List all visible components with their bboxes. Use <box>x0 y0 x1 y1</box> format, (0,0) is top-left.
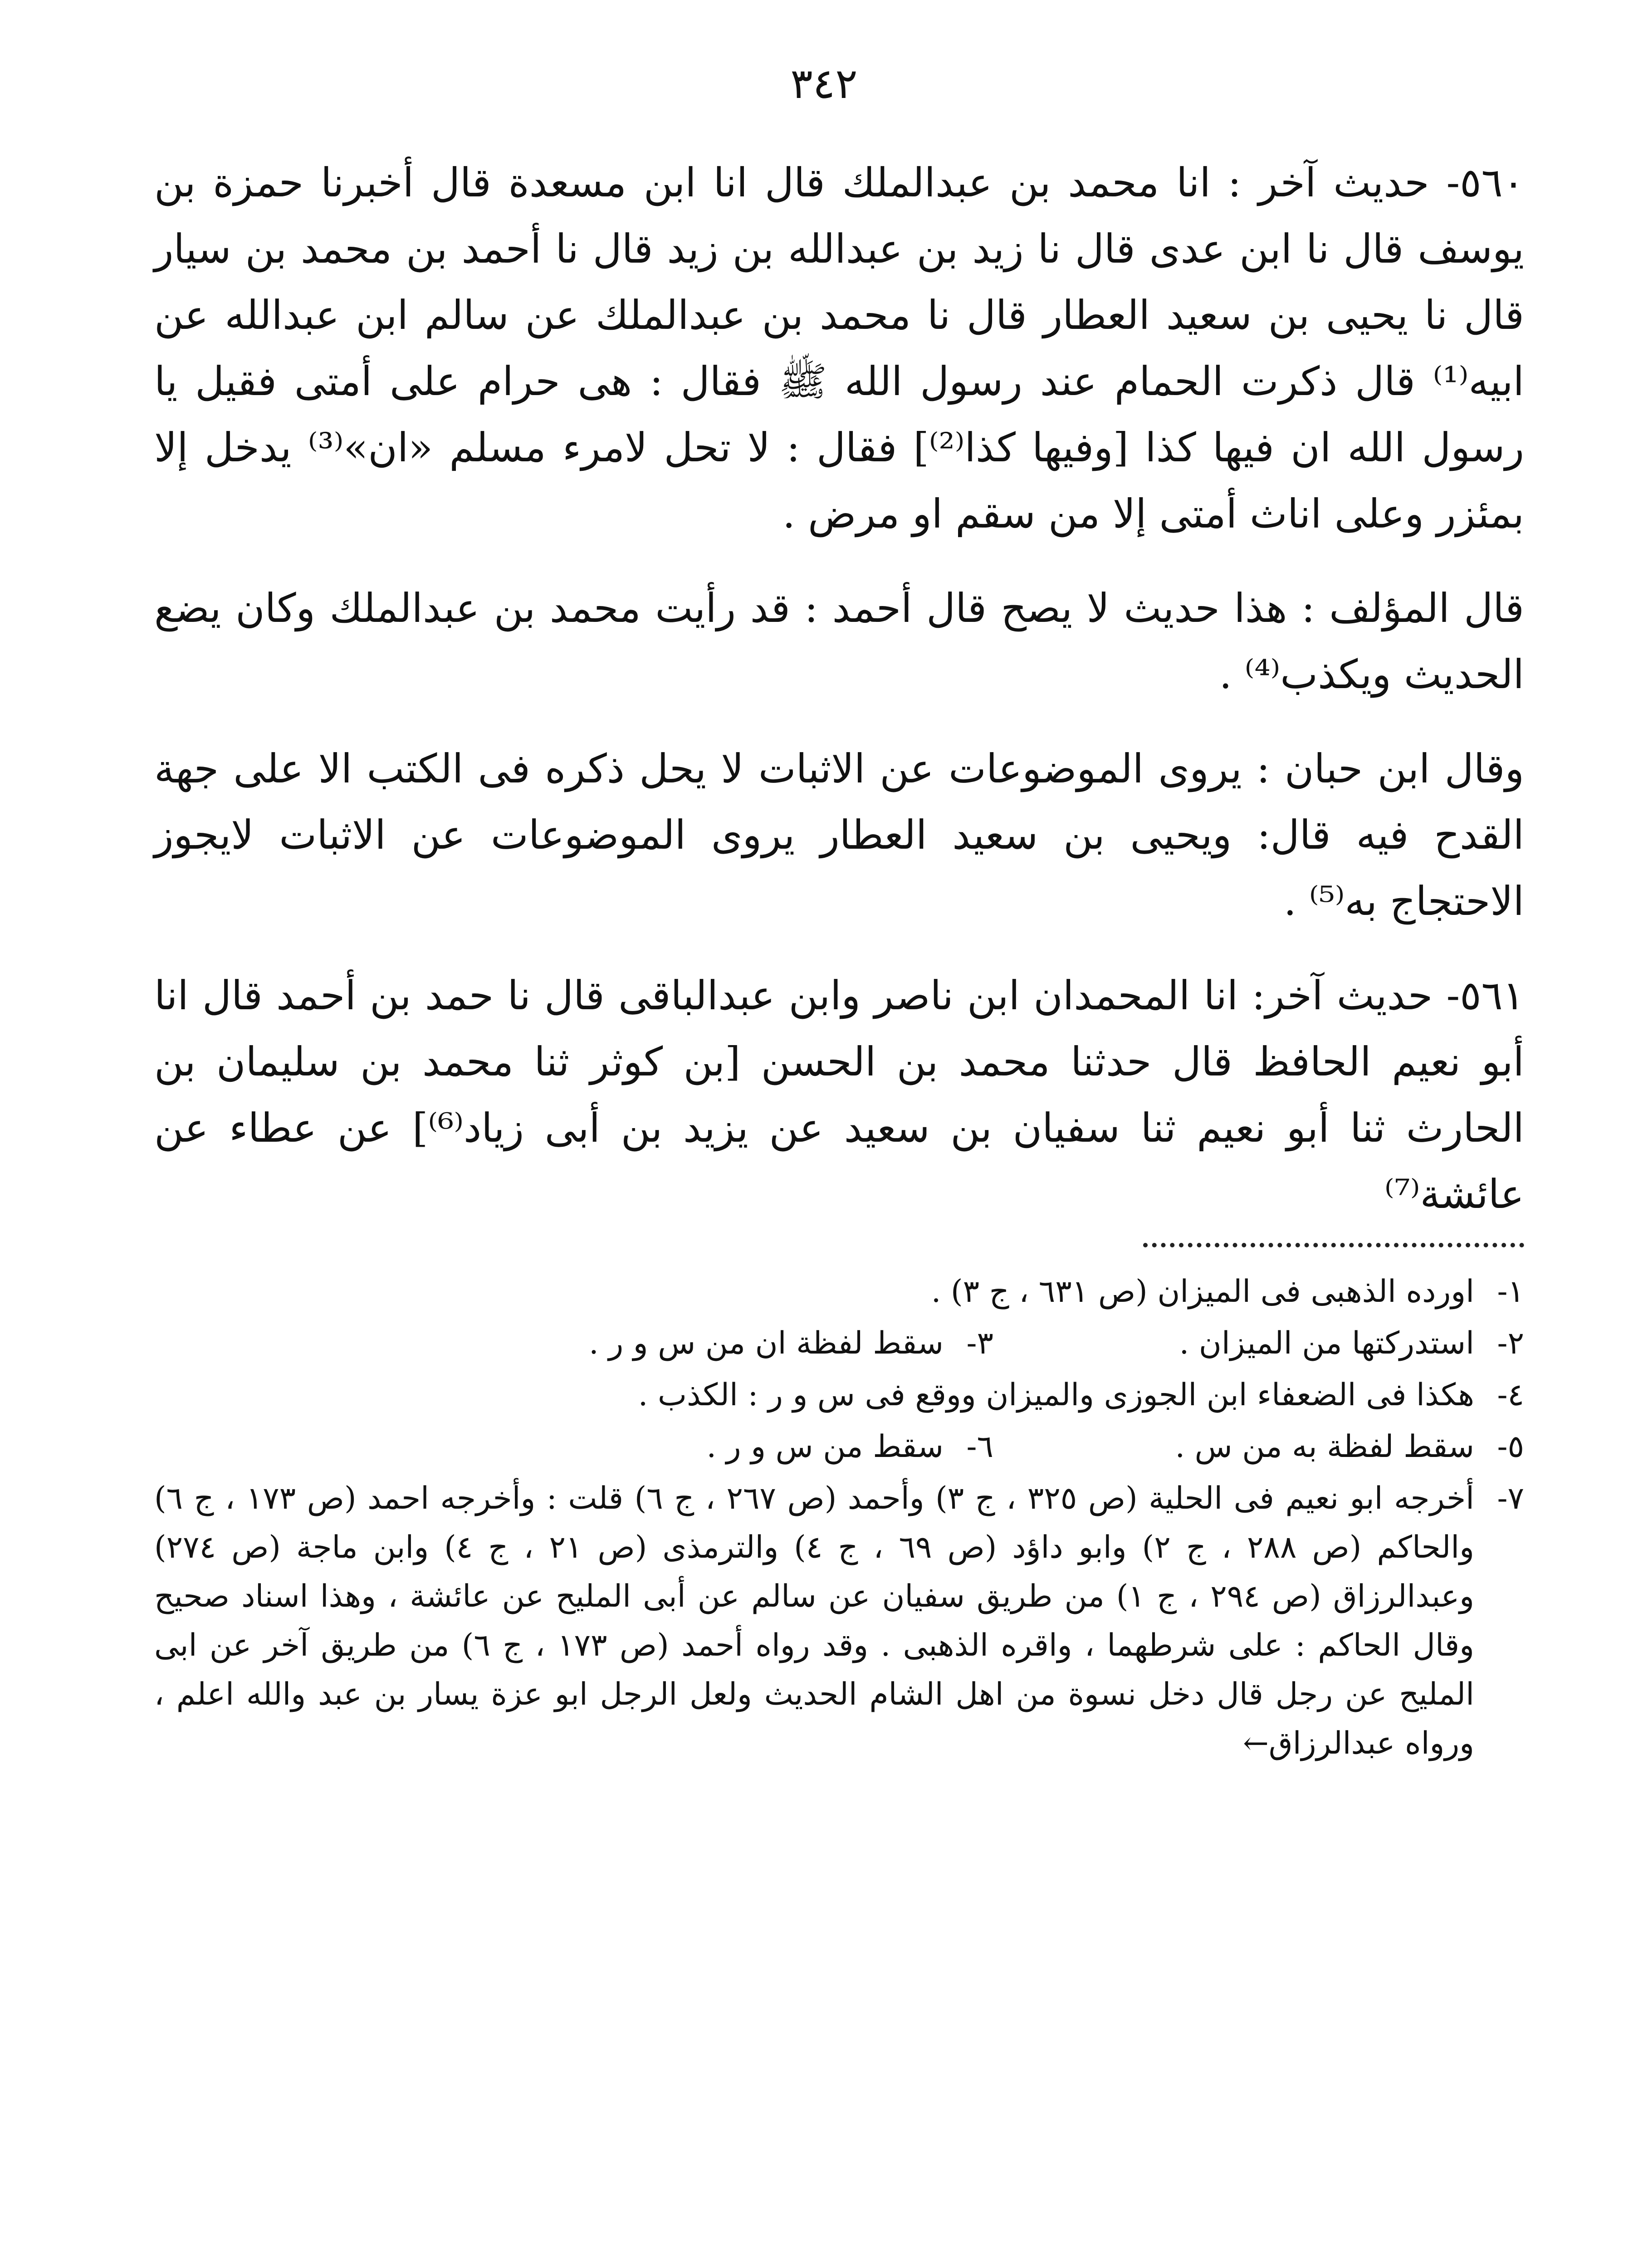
footnote-number: ٢- <box>1497 1325 1524 1361</box>
hadith-561-paragraph: ٥٦١- حديث آخر: انا المحمدان ابن ناصر وابن عبدالباقى قال نا حمد بن أحمد قال انا أبو نعيم الحافظ قال حدثنا محمد بن الحسن [بن كوثر ثنا محمد بن سليمان بن الحارث ثنا أبو نعيم ثنا سفيان بن سعيد عن يزيد بن أبى زياد⁽⁶⁾] عن عطاء عن عائشة⁽⁷⁾ <box>154 972 1524 1217</box>
footnote-text: اورده الذهبى فى الميزان (ص ٦٣١ ، ج ٣) . <box>931 1274 1474 1310</box>
footnote-text: سقط لفظة به من س . <box>1175 1429 1474 1465</box>
footnote-text: استدركتها من الميزان . <box>1179 1325 1474 1361</box>
footnote-7 <box>154 1474 1524 1768</box>
footnote-4 <box>154 1371 1524 1420</box>
hadith-560-paragraph: ٥٦٠- حديث آخر : انا محمد بن عبدالملك قال انا ابن مسعدة قال أخبرنا حمزة بن يوسف قال نا ابن عدى قال نا زيد بن عبدالله بن زيد قال نا أحمد بن محمد بن سيار قال نا يحيى بن سعيد العطار قال نا محمد بن عبدالملك عن سالم ابن عبدالله عن ابيه⁽¹⁾ قال ذكرت الحمام عند رسول الله ﷺ فقال : هى حرام على أمتى فقيل يا رسول الله ان فيها كذا [وفيها كذا⁽²⁾] فقال : لا تحل لامرء مسلم «ان»⁽³⁾ يدخل إلا بمئزر وعلى اناث أمتى إلا من سقم او مرض . <box>154 159 1525 537</box>
footnote-text: سقط من س و ر . <box>706 1429 944 1465</box>
footnote-number: ٥- <box>1497 1429 1524 1465</box>
ibn-hibban-paragraph: وقال ابن حبان : يروى الموضوعات عن الاثبات لا يحل ذكره فى الكتب الا على جهة القدح فيه قال: ويحيى بن سعيد العطار يروى الموضوعات عن الاثبات لايجوز الاحتجاج به⁽⁵⁾ . <box>154 745 1524 924</box>
main-text <box>154 150 1524 1771</box>
footnote-number: ٧- <box>1497 1481 1524 1516</box>
footnote-1 <box>154 1267 1524 1316</box>
footnote-separator <box>1143 1243 1524 1247</box>
footnotes <box>154 1267 1524 1768</box>
footnote-number: ٣- <box>966 1325 993 1361</box>
footnote-text: سقط لفظة ان من س و ر . <box>589 1325 944 1361</box>
footnote-5-6 <box>154 1422 1524 1471</box>
footnote-2-3 <box>154 1319 1524 1368</box>
footnote-number: ١- <box>1497 1274 1524 1310</box>
author-comment-paragraph: قال المؤلف : هذا حديث لا يصح قال أحمد : قد رأيت محمد بن عبدالملك وكان يضع الحديث ويكذب⁽⁴⁾ . <box>154 585 1524 698</box>
footnote-text: هكذا فى الضعفاء ابن الجوزى والميزان ووقع فى س و ر : الكذب . <box>638 1377 1474 1413</box>
footnote-number: ٤- <box>1497 1377 1524 1413</box>
footnote-number: ٦- <box>966 1429 993 1465</box>
page-number: ٣٤٢ <box>790 59 858 108</box>
footnote-text: أخرجه ابو نعيم فى الحلية (ص ٣٢٥ ، ج ٣) وأحمد (ص ٢٦٧ ، ج ٦) قلت : وأخرجه احمد (ص ١٧٣ ، ج ٦) والحاكم (ص ٢٨٨ ، ج ٢) وابو داؤد (ص ٦٩ ، ج ٤) والترمذى (ص ٢١ ، ج ٤) وابن ماجة (ص ٢٧٤) وعبدالرزاق (ص ٢٩٤ ، ج ١) من طريق سفيان عن سالم عن أبى المليح عن عائشة ، وهذا اسناد صحيح وقال الحاكم : على شرطهما ، واقره الذهبى . وقد رواه أحمد (ص ١٧٣ ، ج ٦) من طريق آخر عن ابى المليح عن رجل قال دخل نسوة من اهل الشام الحديث ولعل الرجل ابو عزة يسار بن عبد والله اعلم ، ورواه عبدالرزاق← <box>154 1481 1475 1761</box>
